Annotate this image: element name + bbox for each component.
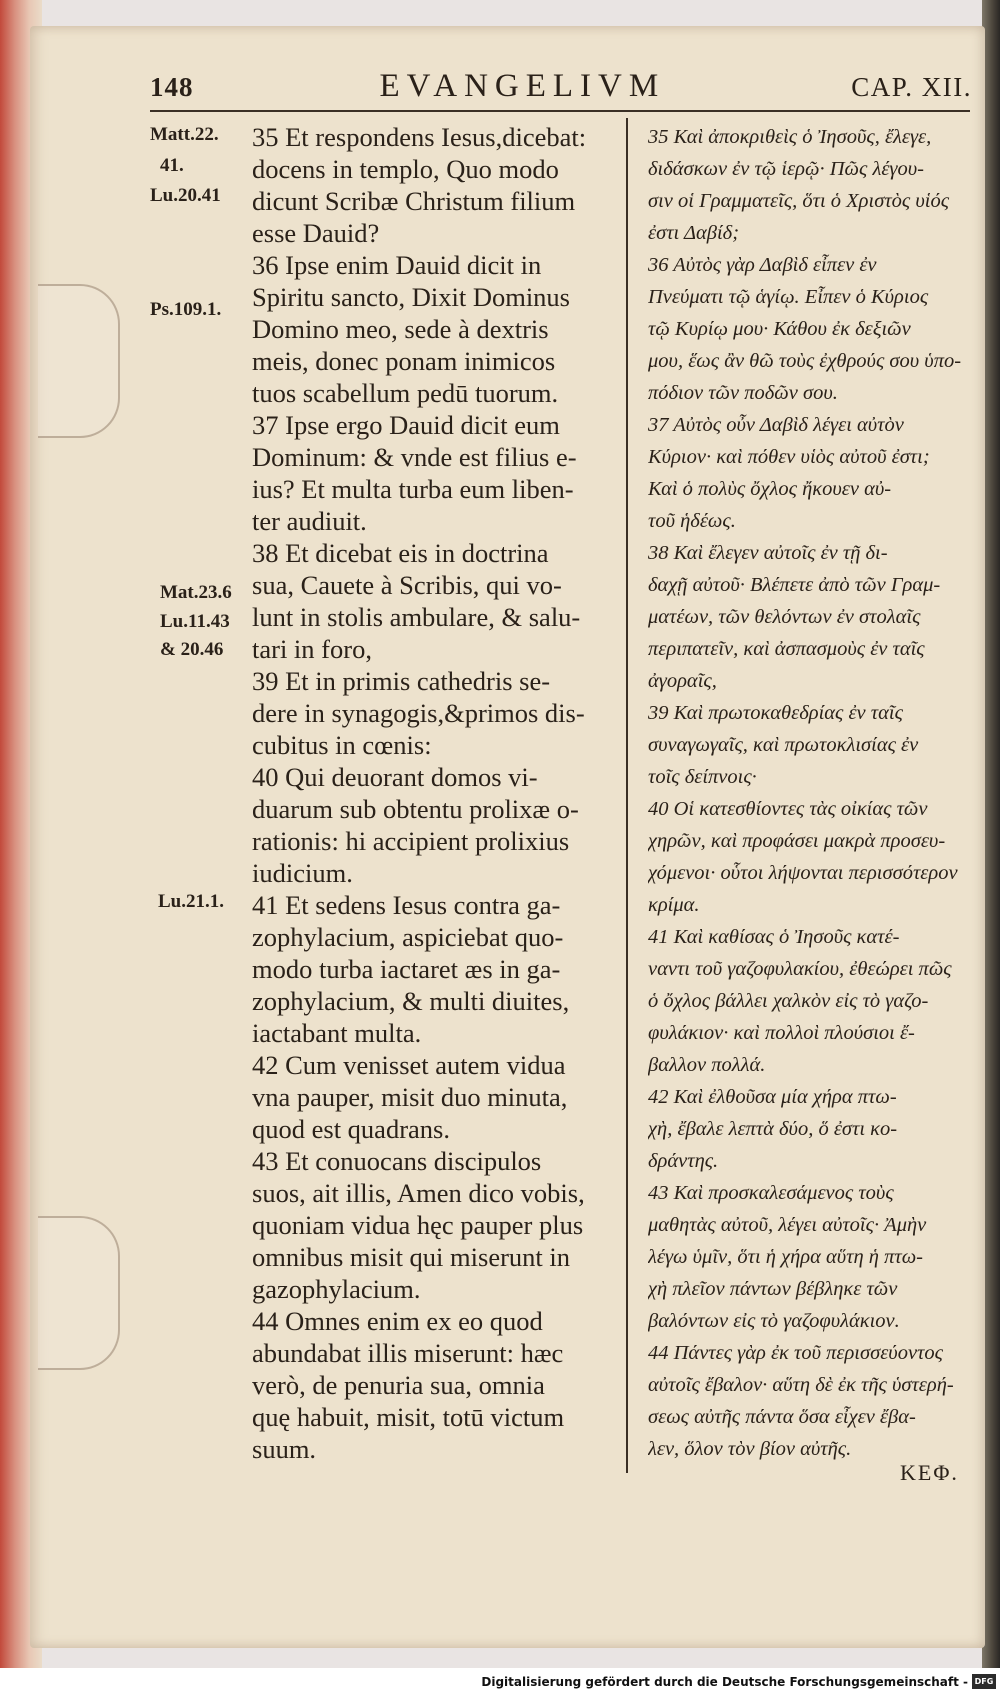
digitization-footer xyxy=(0,1672,1000,1695)
marginal-note: Matt.22. xyxy=(150,124,219,145)
greek-line: τοῦ ἡδέως. xyxy=(648,510,736,532)
latin-line: suum. xyxy=(252,1434,317,1464)
latin-line: gazophylacium. xyxy=(252,1274,421,1304)
page-number: 148 xyxy=(150,72,194,102)
latin-line: duarum sub obtentu prolixæ o- xyxy=(252,794,579,824)
greek-line: 36 Αὐτὸς γὰρ Δαβὶδ εἶπεν ἐν xyxy=(648,254,877,276)
latin-line: 43 Et conuocans discipulos xyxy=(252,1146,542,1176)
greek-line: 39 Καὶ πρωτοκαθεδρίας ἐν ταῖς xyxy=(648,702,903,724)
greek-line: ἀγοραῖς, xyxy=(648,670,717,692)
greek-line: φυλάκιον· καὶ πολλοὶ πλούσιοι ἔ- xyxy=(648,1022,915,1044)
greek-line: σιν οἱ Γραμματεῖς, ὅτι ὁ Χριστὸς υἱός xyxy=(648,190,950,212)
latin-line: 36 Ipse enim Dauid dicit in xyxy=(252,250,542,280)
latin-line: esse Dauid? xyxy=(252,218,380,248)
marginal-note: 41. xyxy=(160,155,184,176)
latin-line: Dominum: & vnde est filius e- xyxy=(252,442,577,472)
greek-line: 38 Καὶ ἔλεγεν αὐτοῖς ἐν τῇ δι- xyxy=(648,542,888,564)
latin-line: ius? Et multa turba eum liben- xyxy=(252,474,574,504)
greek-line: χηρῶν, καὶ προφάσει μακρὰ προσευ- xyxy=(648,830,946,852)
greek-line: ἐστι Δαβίδ; xyxy=(648,222,740,244)
greek-line: αὐτοῖς ἔβαλον· αὕτη δὲ ἐκ τῆς ὑστερή- xyxy=(648,1374,954,1396)
catchword: ΚΕΦ. xyxy=(900,1460,959,1485)
latin-line: rationis: hi accipient prolixius xyxy=(252,826,570,856)
greek-line: βαλόντων εἰς τὸ γαζοφυλάκιον. xyxy=(648,1310,900,1332)
greek-line: χὴ, ἔβαλε λεπτὰ δύο, ὅ ἐστι κο- xyxy=(648,1118,898,1140)
latin-line: 39 Et in primis cathedris se- xyxy=(252,666,551,696)
digitization-notice: Digitalisierung gefördert durch die Deutsche Forschungsgemeinschaft - xyxy=(481,1675,968,1689)
latin-line: ter audiuit. xyxy=(252,506,367,536)
latin-line: Spiritu sancto, Dixit Dominus xyxy=(252,282,570,312)
greek-line: κρίμα. xyxy=(648,894,700,916)
greek-line: περιπατεῖν, καὶ ἀσπασμοὺς ἐν ταῖς xyxy=(648,638,925,660)
latin-line: meis, donec ponam inimicos xyxy=(252,346,556,376)
greek-line: 44 Πάντες γὰρ ἐκ τοῦ περισσεύοντος xyxy=(648,1342,943,1364)
greek-line: τοῖς δείπνοις· xyxy=(648,766,757,788)
column-divider xyxy=(626,118,628,1473)
greek-line: ὁ ὄχλος βάλλει χαλκὸν εἰς τὸ γαζο- xyxy=(648,990,929,1012)
latin-line: docens in templo, Quo modo xyxy=(252,154,559,184)
latin-line: lunt in stolis ambulare, & salu- xyxy=(252,602,581,632)
greek-line: Κύριον· καὶ πόθεν υἱὸς αὐτοῦ ἐστι; xyxy=(648,446,930,468)
latin-line: zophylacium, aspiciebat quo- xyxy=(252,922,564,952)
greek-line: 41 Καὶ καθίσας ὁ Ἰησοῦς κατέ- xyxy=(648,926,900,948)
marginal-note: & 20.46 xyxy=(160,639,224,660)
latin-text-column xyxy=(252,121,622,1465)
running-title: EVANGELIVM xyxy=(379,68,666,104)
latin-line: modo turba iactaret æs in ga- xyxy=(252,954,561,984)
latin-line: 42 Cum venisset autem vidua xyxy=(252,1050,566,1080)
latin-line: abundabat illis miserunt: hæc xyxy=(252,1338,564,1368)
greek-line: 43 Καὶ προσκαλεσάμενος τοὺς xyxy=(648,1182,894,1204)
latin-line: tuos scabellum pedū tuorum. xyxy=(252,378,559,408)
greek-line: 42 Καὶ ἐλθοῦσα μία χήρα πτω- xyxy=(648,1086,897,1108)
dfg-logo-icon[interactable]: DFG xyxy=(972,1674,996,1689)
latin-line: iactabant multa. xyxy=(252,1018,422,1048)
greek-line: λεν, ὅλον τὸν βίον αὐτῆς. xyxy=(648,1438,852,1460)
greek-line: 35 Καὶ ἀποκριθεὶς ὁ Ἰησοῦς, ἔλεγε, xyxy=(648,126,932,148)
greek-line: ματέων, τῶν θελόντων ἐν στολαῖς xyxy=(648,606,921,628)
latin-line: Domino meo, sede à dextris xyxy=(252,314,549,344)
greek-line: 37 Αὐτὸς οὖν Δαβὶδ λέγει αὐτὸν xyxy=(648,414,904,436)
page-clip-top xyxy=(38,284,120,438)
greek-line: σεως αὐτῆς πάντα ὅσα εἶχεν ἔβα- xyxy=(648,1406,916,1428)
greek-text-column xyxy=(648,121,983,1465)
greek-line: διδάσκων ἐν τῷ ἱερῷ· Πῶς λέγου- xyxy=(648,158,924,180)
page-clip-bottom xyxy=(38,1216,120,1370)
greek-line: πόδιον τῶν ποδῶν σου. xyxy=(648,382,838,404)
latin-line: suos, ait illis, Amen dico vobis, xyxy=(252,1178,585,1208)
chapter-heading: CAP. XII. xyxy=(851,72,972,102)
latin-line: 40 Qui deuorant domos vi- xyxy=(252,762,538,792)
greek-line: δράντης. xyxy=(648,1150,719,1172)
latin-line: omnibus misit qui miserunt in xyxy=(252,1242,571,1272)
greek-line: δαχῇ αὐτοῦ· Βλέπετε ἀπὸ τῶν Γραμ- xyxy=(648,574,941,596)
header-rule xyxy=(150,110,970,112)
greek-line: μου, ἕως ἂν θῶ τοὺς ἐχθρούς σου ὑπο- xyxy=(648,350,962,372)
marginal-note: Lu.20.41 xyxy=(150,185,221,206)
greek-line: λέγω ὑμῖν, ὅτι ἡ χήρα αὕτη ἡ πτω- xyxy=(648,1246,923,1268)
latin-line: 37 Ipse ergo Dauid dicit eum xyxy=(252,410,560,440)
latin-line: dicunt Scribæ Christum filium xyxy=(252,186,576,216)
latin-line: 44 Omnes enim ex eo quod xyxy=(252,1306,543,1336)
latin-line: cubitus in cœnis: xyxy=(252,730,432,760)
latin-line: tari in foro, xyxy=(252,634,372,664)
marginal-note: Ps.109.1. xyxy=(150,299,222,320)
greek-line: βαλλον πολλά. xyxy=(648,1054,766,1076)
greek-line: τῷ Κυρίῳ μου· Κάθου ἐκ δεξιῶν xyxy=(648,318,911,340)
latin-line: quoniam vidua hęc pauper plus xyxy=(252,1210,584,1240)
latin-line: sua, Cauete à Scribis, qui vo- xyxy=(252,570,562,600)
marginal-note: Lu.11.43 xyxy=(160,611,230,632)
latin-line: zophylacium, & multi diuites, xyxy=(252,986,570,1016)
latin-line: dere in synagogis,&primos dis- xyxy=(252,698,585,728)
greek-line: μαθητὰς αὐτοῦ, λέγει αὐτοῖς· Ἀμὴν xyxy=(648,1214,927,1236)
latin-line: quę habuit, misit, totū victum xyxy=(252,1402,565,1432)
greek-line: ναντι τοῦ γαζοφυλακίου, ἐθεώρει πῶς xyxy=(648,958,952,980)
latin-line: 38 Et dicebat eis in doctrina xyxy=(252,538,549,568)
latin-line: vna pauper, misit duo minuta, xyxy=(252,1082,568,1112)
latin-line: 35 Et respondens Iesus,dicebat: xyxy=(252,122,587,152)
greek-line: Πνεύματι τῷ ἁγίῳ. Εἶπεν ὁ Κύριος xyxy=(648,286,929,308)
greek-line: χὴ πλεῖον πάντων βέβληκε τῶν xyxy=(648,1278,898,1300)
greek-line: 40 Οἱ κατεσθίοντες τὰς οἰκίας τῶν xyxy=(648,798,928,820)
latin-line: verò, de penuria sua, omnia xyxy=(252,1370,545,1400)
marginal-note: Lu.21.1. xyxy=(158,891,224,912)
greek-line: συναγωγαῖς, καὶ πρωτοκλισίας ἐν xyxy=(648,734,919,756)
page-header xyxy=(150,68,972,112)
latin-line: quod est quadrans. xyxy=(252,1114,450,1144)
latin-line: 41 Et sedens Iesus contra ga- xyxy=(252,890,561,920)
greek-line: χόμενοι· οὗτοι λήψονται περισσότερον xyxy=(648,862,958,884)
marginal-note: Mat.23.6 xyxy=(160,582,232,603)
latin-line: iudicium. xyxy=(252,858,353,888)
greek-line: Καὶ ὁ πολὺς ὄχλος ἤκουεν αὐ- xyxy=(648,478,892,500)
